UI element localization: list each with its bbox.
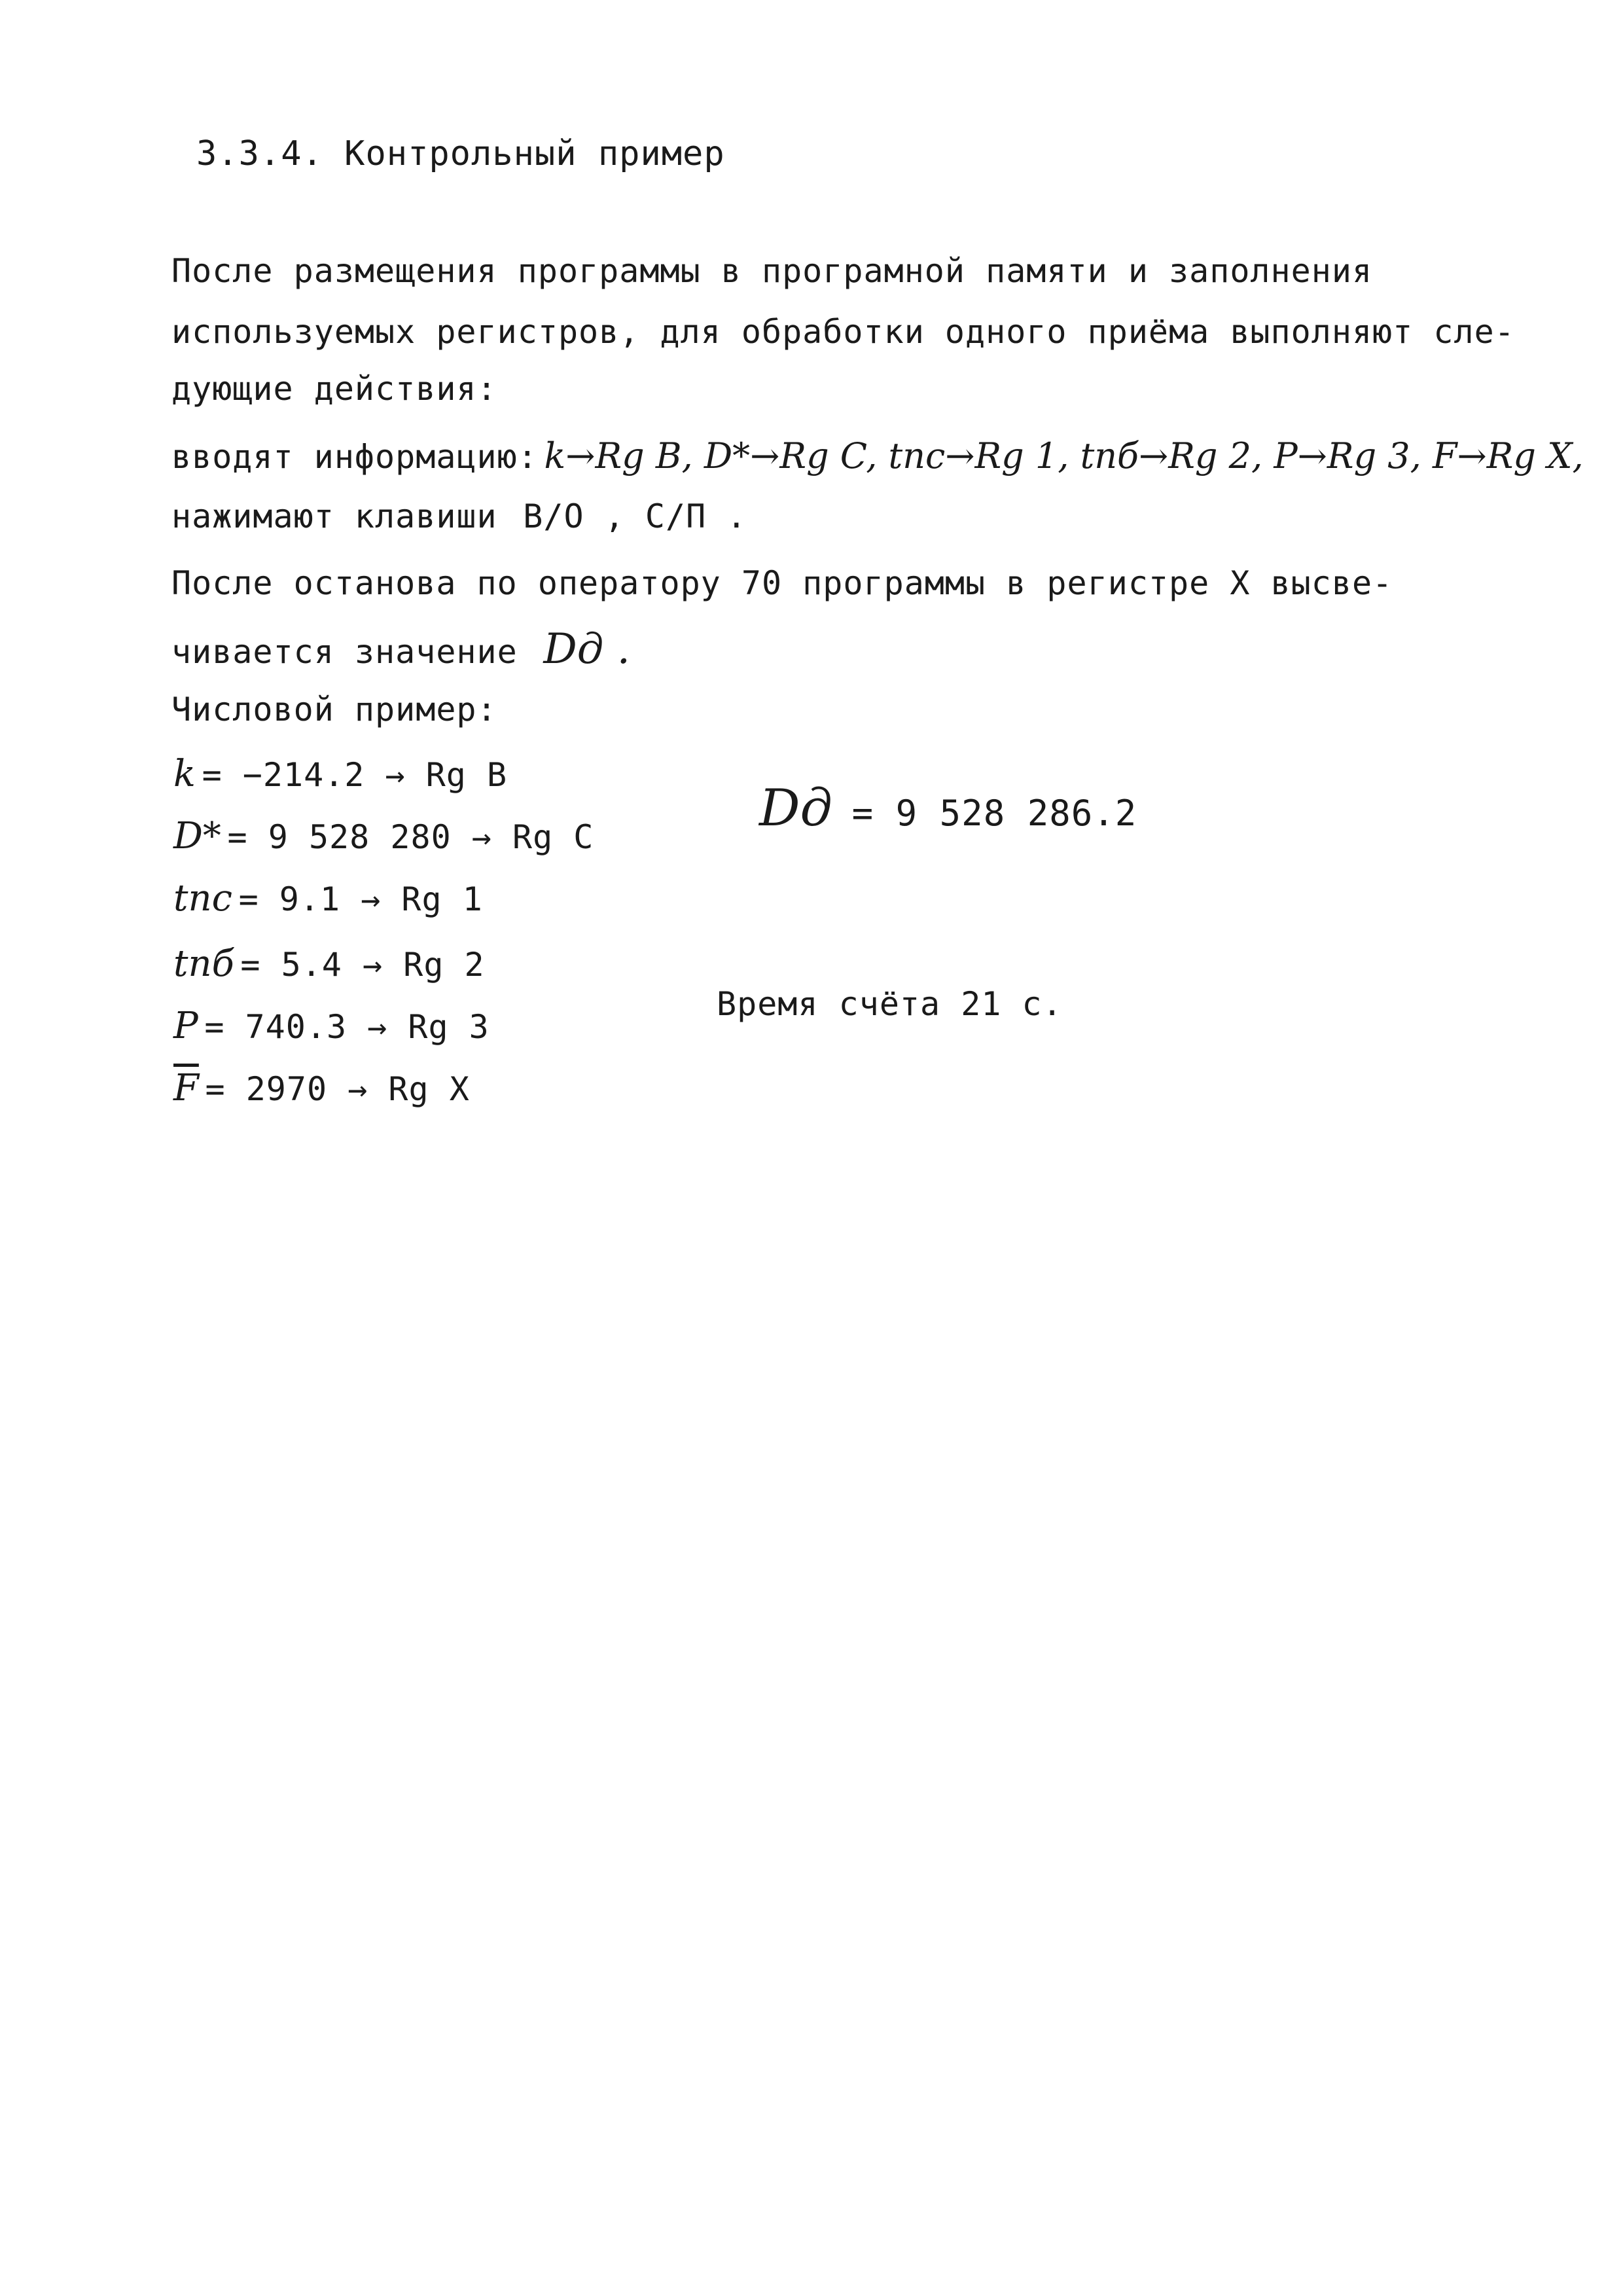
example-row-f — [173, 1067, 470, 1109]
example-row-lhs: tпс — [173, 877, 232, 920]
example-row-value: = 9.1 → Rg 1 — [238, 880, 483, 918]
example-row-lhs: k — [173, 753, 196, 795]
example-row-t-pc — [173, 877, 483, 920]
result-line-2-text: чивается значение — [171, 633, 518, 671]
example-row-t-pb — [173, 942, 485, 985]
example-row-lhs: tпб — [173, 942, 234, 985]
step-input-info — [171, 435, 1584, 476]
example-row-value: = 2970 → Rg X — [205, 1070, 470, 1108]
example-row-value: = 5.4 → Rg 2 — [240, 946, 485, 984]
example-row-value: = 9 528 280 → Rg C — [227, 818, 594, 856]
step-input-formula: k→Rg B, D*→Rg C, tпс→Rg 1, tпб→Rg 2, P→Rg 3, F→Rg X, — [544, 435, 1584, 476]
paragraph-line-3: дующие действия: — [171, 370, 497, 408]
example-row-lhs: $\overline{F}$ — [173, 1067, 199, 1109]
example-row-k — [173, 753, 507, 795]
answer-value: = 9 528 286.2 — [851, 793, 1137, 834]
example-heading: Числовой пример: — [171, 691, 497, 728]
section-heading: 3.3.4. Контрольный пример — [196, 134, 725, 173]
step-input-label: вводят информацию: — [171, 438, 538, 476]
answer-symbol: Dд — [759, 779, 832, 838]
answer — [759, 779, 1137, 838]
result-line-2 — [171, 625, 630, 673]
example-row-p — [173, 1005, 490, 1047]
step-keys-label: нажимают клавиши — [171, 497, 497, 535]
paragraph-line-2: используемых регистров, для обработки одного приёма выполняют сле- — [171, 313, 1515, 351]
timing-note: Время счёта 21 с. — [717, 985, 1063, 1023]
step-keys-value: В/О , С/П . — [523, 497, 747, 535]
example-row-value: = 740.3 → Rg 3 — [204, 1008, 490, 1046]
result-symbol: Dд . — [543, 625, 630, 673]
example-row-lhs: D* — [173, 815, 221, 857]
step-press-keys — [171, 497, 747, 535]
result-line-1: После останова по оператору 70 программы в регистре X высве- — [171, 564, 1393, 602]
example-row-lhs: P — [173, 1005, 198, 1047]
example-row-value: = −214.2 → Rg B — [202, 756, 508, 794]
paragraph-line-1: После размещения программы в програмной памяти и заполнения — [171, 252, 1373, 290]
example-row-d-star — [173, 815, 594, 857]
